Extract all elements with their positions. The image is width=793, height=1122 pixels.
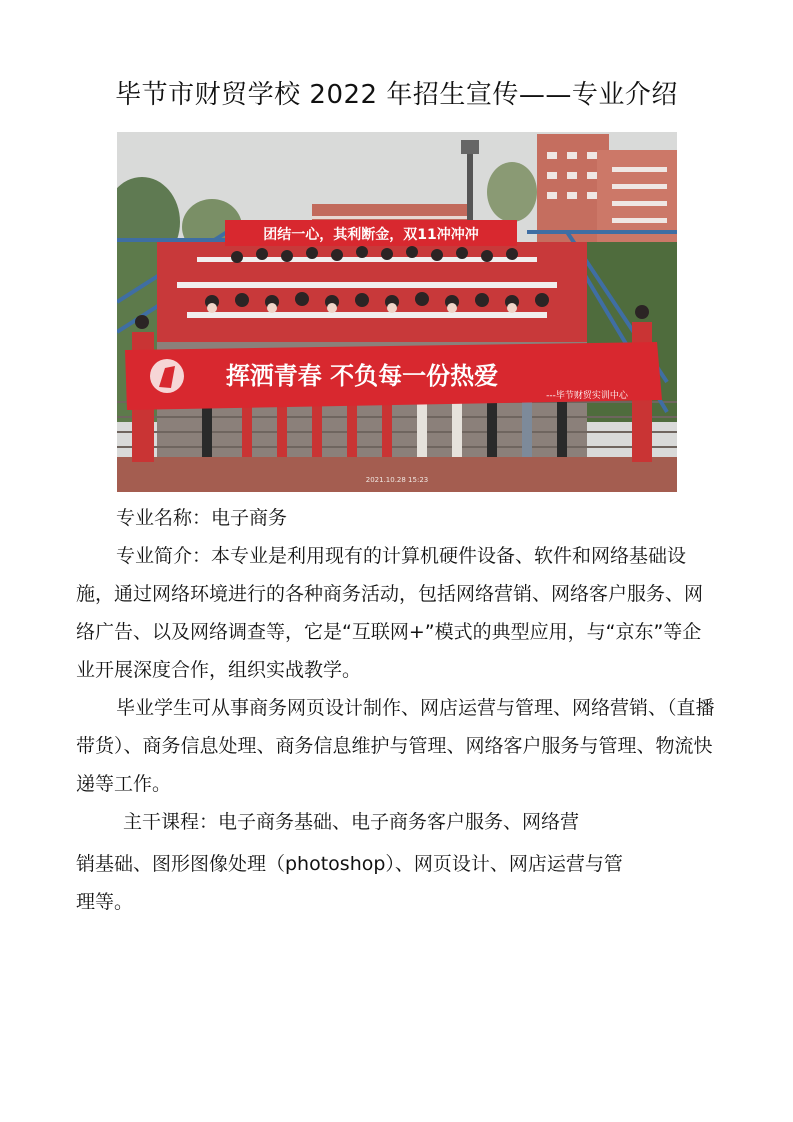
graduate-careers <box>76 689 720 803</box>
major-intro <box>76 537 720 689</box>
graduate-careers-text: 毕业学生可从事商务网页设计制作、网店运营与管理、网络营销、（直播带货）、商务信息处理、商务信息维护与管理、网络客户服务与管理、物流快递等工作。 <box>76 697 715 795</box>
core-courses-line-2: 销基础、图形图像处理（photoshop）、网页设计、网店运营与管 <box>76 853 623 875</box>
top-banner-text: 团结一心，其利断金，双11冲冲冲 <box>263 227 479 243</box>
core-courses <box>76 803 720 917</box>
core-courses-line-3: 理等。 <box>76 891 134 913</box>
main-banner-signature: ---毕节财贸实训中心 <box>546 391 628 401</box>
top-banner <box>225 220 517 246</box>
main-banner <box>125 342 662 410</box>
document-title: 毕节市财贸学校 2022 年招生宣传——专业介绍 <box>115 80 678 110</box>
photo-timestamp: 2021.10.28 15:23 <box>365 476 429 484</box>
class-group-photo <box>117 132 677 492</box>
major-intro-text: 专业简介：本专业是利用现有的计算机硬件设备、软件和网络基础设施，通过网络环境进行的各种商务活动，包括网络营销、网络客户服务、网络广告、以及网络调查等，它是“互联网+”模式的典型应用，与“京东”等企业开展深度合作，组织实战教学。 <box>76 545 704 681</box>
main-banner-text: 挥洒青春 不负每一份热爱 <box>225 362 499 390</box>
major-name-line: 专业名称：电子商务 <box>116 507 288 529</box>
major-name <box>76 499 720 537</box>
core-courses-line-1: 主干课程：电子商务基础、电子商务客户服务、网络营 <box>123 811 580 833</box>
